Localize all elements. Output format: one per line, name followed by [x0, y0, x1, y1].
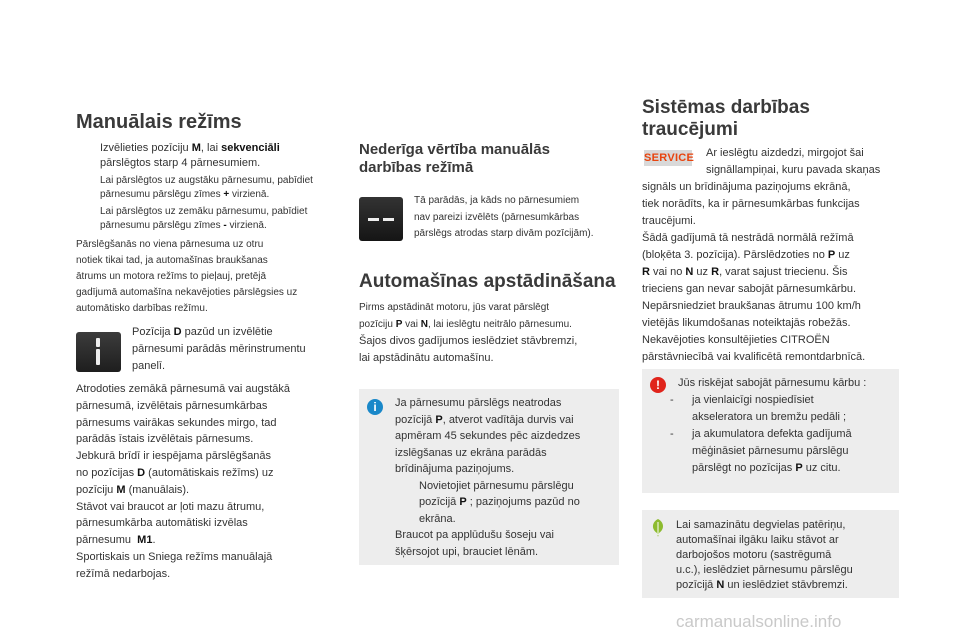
stopping-paragraph: Pirms apstādināt motoru, jūs varat pārslēgt pozīciju P vai N, lai ieslēgtu neitrālo pārnesumu. Šajos divos gadījumos ieslēdziet stāvbremzi, lai apstādinātu automašīnu. [359, 302, 578, 364]
warning-box [642, 369, 899, 493]
site-watermark: carmanualsonline.info [676, 612, 842, 631]
warning-item-battery: - ja akumulatora defekta gadījumā mēģināsiet pārnesumu pārslēgu pārslēgt no pozīcijas P uz citu. [670, 428, 852, 474]
gear-indicator-icon [76, 332, 121, 372]
eco-box-text: Lai samazinātu degvielas patēriņu, automašīnai ilgāku laiku stāvot ar darbojošos motoru (sastrēgumā u.c.), ieslēdziet pārnesumu pārslēgu pozīcijā N un ieslēdziet stāvbremzi. [676, 519, 853, 591]
bullet-select-m: Izvēlieties pozīciju M, lai sekvenciāli pārslēgtos starp 4 pārnesumiem. [100, 142, 280, 169]
shift-conditions-paragraph: Pārslēgšanās no viena pārnesuma uz otru notiek tikai tad, ja automašīnas braukšanas ātrums un motora režīms to pieļauj, pretējā gadījumā automašīna nekavējoties pārslēgsies uz automātisko darbības režīmu. [76, 239, 298, 314]
bullet-shift-up: Lai pārslēgtos uz augstāku pārnesumu, pabīdiet pārnesumu pārslēgu zīmes + virzienā. [100, 175, 313, 200]
invalid-value-text: Tā parādās, ja kāds no pārnesumiem nav pareizi izvēlēts (pārnesumkārbas pārslēgs atrodas starp divām pozīcijām). [414, 195, 594, 239]
invalid-value-heading: Nederīga vērtība manuālās darbības režīmā [359, 141, 550, 176]
manual-mode-bullets [76, 141, 346, 233]
eco-leaf-icon [650, 518, 666, 538]
bullet-shift-down: Lai pārslēgtos uz zemāku pārnesumu, pabīdiet pārnesumu pārslēgu zīmes - virzienā. [100, 206, 308, 231]
info-box [359, 389, 619, 565]
stopping-heading: Automašīnas apstādināšana [359, 271, 616, 292]
info-bullet: Novietojiet pārnesumu pārslēgu pozīcijā P ; paziņojums pazūd no ekrāna. [419, 479, 580, 525]
info-icon: i [367, 399, 383, 415]
malfunction-heading: Sistēmas darbības traucējumi [642, 97, 810, 140]
warning-icon: ! [650, 377, 666, 393]
warning-box-text: Jūs riskējat sabojāt pārnesumu kārbu : - ja vienlaicīgi nospiedīsiet akseleratora un bremžu pedāli ; - ja akumulatora defekta gadījumā mēģināsiet pārnesumu pārslēgu pārslēgt no pozīcijas P uz citu. [678, 375, 893, 477]
malfunction-intro: Ar ieslēgtu aizdedzi, mirgojot šai signāllampiņai, kuru pavada skaņas [706, 147, 881, 176]
gear-change-paragraph: Atrodoties zemākā pārnesumā vai augstākā pārnesumā, izvēlētais pārnesumkārbas pārnesums vairākas sekundes mirgo, tad parādās īstais izvēlētais pārnesums. Jebkurā brīdī ir iespējama pārslēgšanās no pozīcijas D (automātiskais režīms) uz pozīciju M (manuālais). Stāvot vai braucot ar ļoti mazu ātrumu, pārnesumkārba automātiski izvēlas pārnesumu M1. Sportiskais un Sniega režīms manuālajā režīmā nedarbojas. [76, 383, 291, 580]
warning-item-pedals: - ja vienlaicīgi nospiedīsiet akseleratora un bremžu pedāli ; [670, 394, 847, 423]
invalid-gear-display-icon [359, 197, 403, 241]
service-warning-icon: SERVICE [644, 152, 695, 164]
d-position-note: Pozīcija D pazūd un izvēlētie pārnesumi parādās mērinstrumentu panelī. [132, 326, 306, 372]
eco-box [642, 510, 899, 598]
manual-mode-heading: Manuālais režīms [76, 111, 242, 133]
info-box-text: Ja pārnesumu pārslēgs neatrodas pozīcijā P, atverot vadītāja durvis vai apmēram 45 sekundes pēc aizdedzes izslēgšanas uz ekrāna parādās brīdinājuma paziņojums. Novietojiet pārnesumu pārslēgu pozīcijā P ; paziņojums pazūd no ekrāna. Braucot pa applūdušu šoseju vai šķērsojot upi, brauciet lēnām. [395, 395, 613, 560]
malfunction-paragraph: signāls un brīdinājuma paziņojums ekrānā, tiek norādīts, ka ir pārnesumkārbas funkcijas traucējumi. Šādā gadījumā tā nestrādā normālā režīmā (bloķēta 3. pozīcija). Pārslēdzoties no P uz R vai no N uz R, varat sajust triecienu. Šis trieciens gan nevar sabojāt pārnesumkārbu. Nepārsniedziet braukšanas ātrumu 100 km/h vietējās likumdošanas noteiktajās robežās. Nekavējoties konsultējieties CITROËN pārstāvniecībā vai kvalificētā remontdarbnīcā. [642, 181, 866, 363]
